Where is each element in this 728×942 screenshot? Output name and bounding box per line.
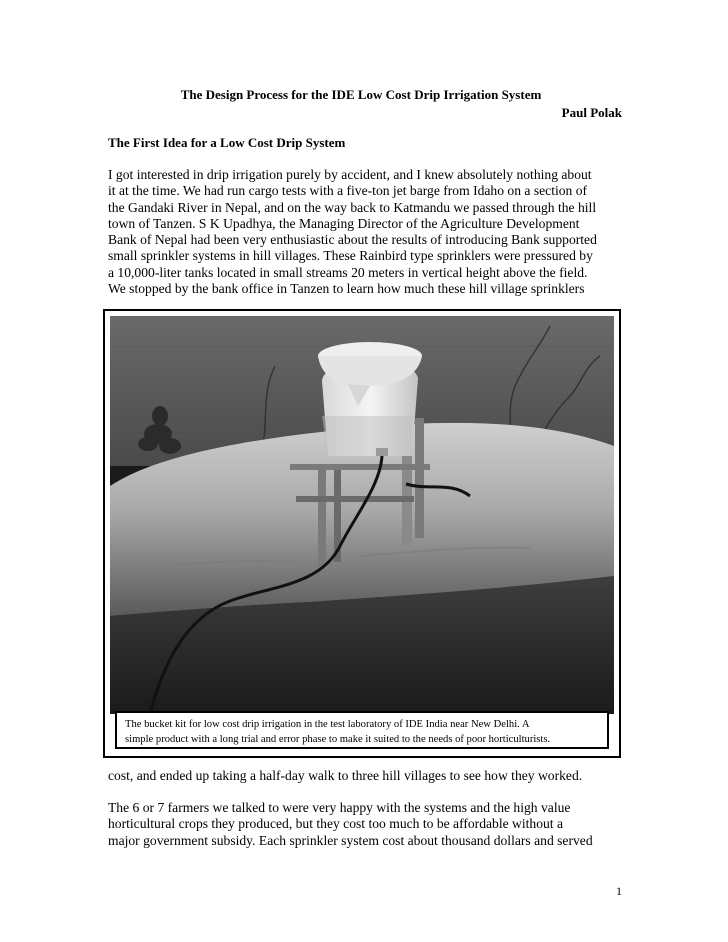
caption-line: The bucket kit for low cost drip irrigation in the test laboratory of IDE India near New Delhi. A: [125, 719, 530, 730]
paragraph-line: I got interested in drip irrigation purely by accident, and I knew absolutely nothing about: [108, 167, 592, 182]
figure-caption: [115, 711, 609, 749]
document-title: The Design Process for the IDE Low Cost Drip Irrigation System: [180, 87, 542, 102]
bucket-kit-photo: [110, 316, 614, 714]
author-name: Paul Polak: [561, 105, 622, 120]
paragraph-line: Bank of Nepal had been very enthusiastic about the results of introducing Bank supported: [108, 232, 597, 248]
paragraph-line: a 10,000-liter tanks located in small streams 20 meters in vertical height above the field.: [108, 264, 588, 280]
paragraph-line: The 6 or 7 farmers we talked to were very happy with the systems and the high value: [108, 800, 571, 815]
paragraph-continued: [108, 768, 628, 784]
section-heading: The First Idea for a Low Cost Drip System: [108, 135, 346, 150]
paragraph-line: the Gandaki River in Nepal, and on the way back to Katmandu we passed through the hill: [108, 199, 597, 215]
paragraph-line: small sprinkler systems in hill villages. These Rainbird type sprinklers were pressured by: [108, 248, 593, 264]
caption-line: simple product with a long trial and error phase to make it suited to the needs of poor horticulturists.: [125, 734, 551, 745]
paragraph-line: town of Tanzen. S K Upadhya, the Managing Director of the Agriculture Development: [108, 215, 580, 231]
paragraph-farmers: [108, 800, 628, 849]
page-number: 1: [616, 884, 622, 898]
paragraph-line: horticultural crops they produced, but they cost too much to be affordable without a: [108, 816, 564, 832]
paragraph-line: cost, and ended up taking a half-day walk to three hill villages to see how they worked.: [108, 768, 583, 783]
paragraph-line: We stopped by the bank office in Tanzen to learn how much these hill village sprinklers: [108, 281, 585, 297]
paragraph-intro: [108, 167, 628, 297]
figure-bucket-kit: [103, 309, 621, 758]
paragraph-line: major government subsidy. Each sprinkler system cost about thousand dollars and served: [108, 832, 593, 848]
paragraph-line: it at the time. We had run cargo tests with a five-ton jet barge from Idaho on a section of: [108, 183, 588, 199]
